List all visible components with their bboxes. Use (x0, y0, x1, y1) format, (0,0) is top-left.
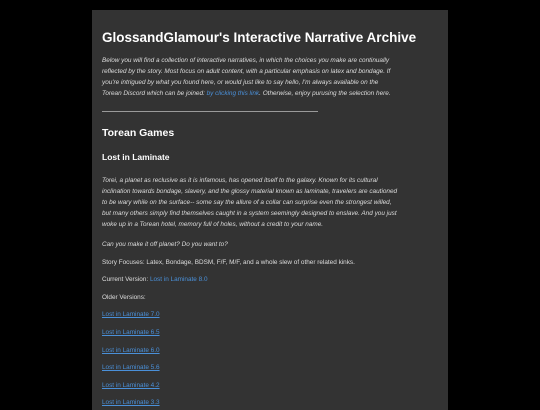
older-version-link[interactable]: Lost in Laminate 3.3 (102, 399, 160, 406)
game-title: Lost in Laminate (102, 152, 170, 162)
game-description: Torei, a planet as reclusive as it is infamous, has opened itself to the galaxy. Known for its cultural inclination towards bondage, slavery, and the glossy material known as laminate, travelers are cautioned to be wary while on the surface-- some say the allure of a collar can surprise even the strongest willed, but many others simply find themselves caught in a system seemingly designed to enslave. And you just woke up in a Torean hotel, memory full of holes, without a credit to your name. (102, 177, 398, 229)
content-panel (92, 10, 448, 410)
divider (102, 111, 318, 112)
intro-text-end: . Otherwise, enjoy purusing the selection here. (259, 90, 391, 98)
current-version-label: Current Version: (102, 276, 150, 283)
older-version-link[interactable]: Lost in Laminate 6.0 (102, 347, 160, 354)
discord-link[interactable]: by clicking this link (206, 90, 260, 98)
site-title: GlossandGlamour's Interactive Narrative Archive (102, 30, 417, 45)
section-title: Torean Games (102, 127, 175, 139)
story-focuses: Story Focuses: Latex, Bondage, BDSM, F/F, M/F, and a whole slew of other related kinks. (102, 259, 355, 266)
older-version-link[interactable]: Lost in Laminate 5.6 (102, 364, 160, 371)
intro-text: Below you will find a collection of interactive narratives, in which the choices you make are continually reflected by the story. Most focus on adult content, with a particular emphasis on latex and bondage. If you're intrigued by what you found here, or would just like to say hello, I'm always available on the Torean Discord which can be joined: (102, 57, 391, 98)
older-version-link[interactable]: Lost in Laminate 6.5 (102, 329, 160, 336)
intro-paragraph (102, 55, 398, 99)
current-version (102, 276, 208, 283)
game-tagline: Can you make it off planet? Do you want to? (102, 241, 228, 248)
older-versions-label: Older Versions: (102, 294, 146, 301)
older-version-link[interactable]: Lost in Laminate 7.0 (102, 311, 160, 318)
current-version-link[interactable]: Lost in Laminate 8.0 (149, 276, 208, 283)
older-version-link[interactable]: Lost in Laminate 4.2 (102, 382, 160, 389)
